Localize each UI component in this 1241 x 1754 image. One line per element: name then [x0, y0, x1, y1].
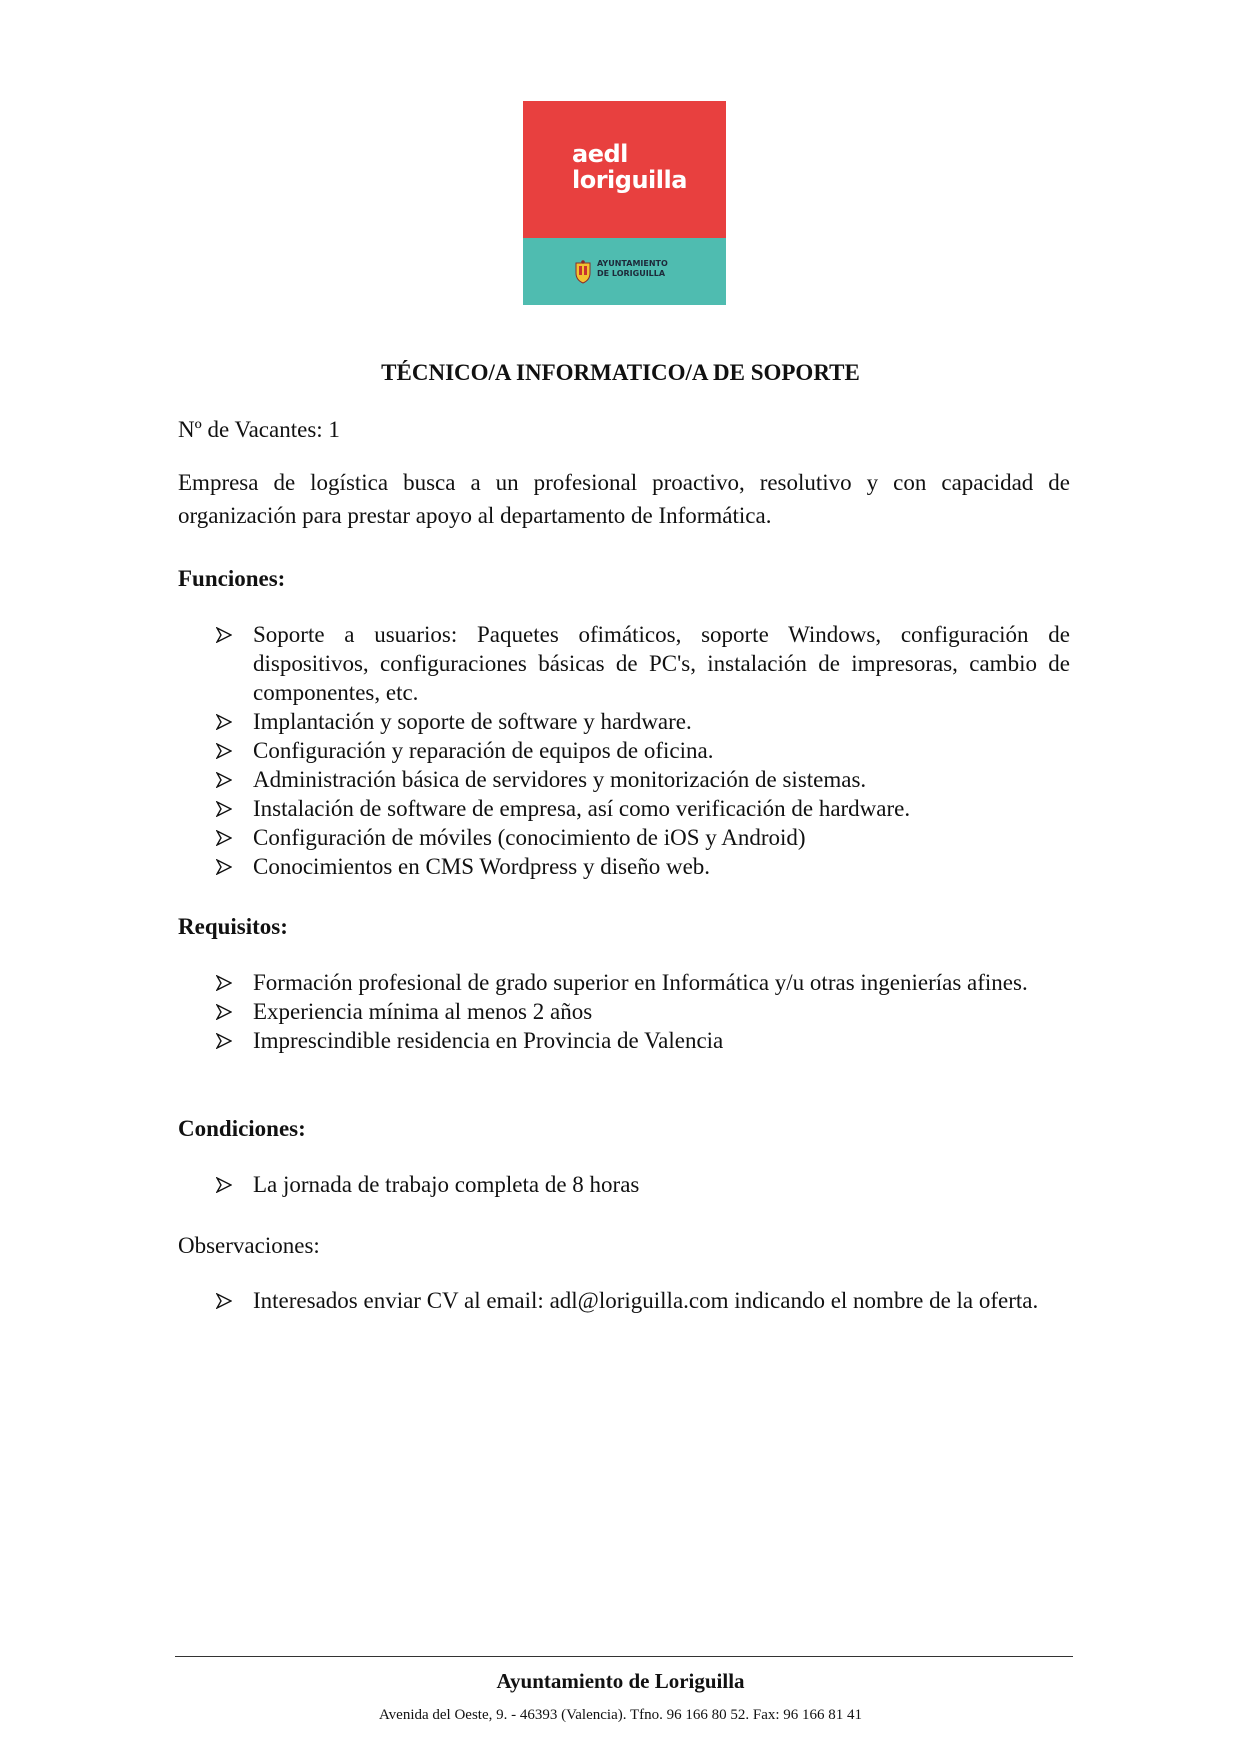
list-item-text: Implantación y soporte de software y hardware. — [253, 709, 692, 734]
footer-divider — [175, 1656, 1073, 1657]
arrow-bullet-icon — [216, 714, 232, 730]
arrow-bullet-icon — [216, 772, 232, 788]
list-item-text: Interesados enviar CV al email: adl@loriguilla.com indicando el nombre de la oferta. — [253, 1288, 1039, 1313]
observaciones-heading: Observaciones: — [178, 1233, 320, 1258]
arrow-bullet-icon — [216, 1293, 232, 1309]
logo-sub-line-1: AYUNTAMIENTO — [597, 259, 668, 268]
condiciones-heading: Condiciones: — [178, 1116, 306, 1141]
list-item — [178, 765, 1070, 794]
list-item — [178, 794, 1070, 823]
footer-title: Ayuntamiento de Loriguilla — [496, 1669, 745, 1693]
job-title: TÉCNICO/A INFORMATICO/A DE SOPORTE — [381, 360, 860, 385]
list-item-text: Formación profesional de grado superior en Informática y/u otras ingenierías afines. — [253, 970, 1028, 995]
vacancies-count: Nº de Vacantes: 1 — [178, 417, 340, 442]
arrow-bullet-icon — [216, 627, 232, 643]
requisitos-heading: Requisitos: — [178, 914, 288, 939]
requisitos-list — [178, 968, 1070, 1055]
arrow-bullet-icon — [216, 1177, 232, 1193]
logo-wordmark — [572, 141, 687, 193]
arrow-bullet-icon — [216, 743, 232, 759]
footer-address: Avenida del Oeste, 9. - 46393 (Valencia). Tfno. 96 166 80 52. Fax: 96 166 81 41 — [378, 1707, 863, 1723]
logo-subtitle — [597, 259, 668, 279]
list-item — [178, 852, 1070, 881]
list-item — [178, 968, 1070, 997]
logo-red-panel — [523, 101, 726, 238]
arrow-bullet-icon — [216, 830, 232, 846]
list-item-text: Configuración de móviles (conocimiento de iOS y Android) — [253, 825, 806, 850]
funciones-heading: Funciones: — [178, 566, 286, 591]
list-item-text: Administración básica de servidores y monitorización de sistemas. — [253, 767, 867, 792]
list-item-text: Conocimientos en CMS Wordpress y diseño web. — [253, 854, 711, 879]
logo-line-1: aedl — [572, 140, 628, 168]
list-item-text: La jornada de trabajo completa de 8 horas — [253, 1172, 640, 1197]
arrow-bullet-icon — [216, 1004, 232, 1020]
logo-sub-line-2: DE LORIGUILLA — [597, 269, 666, 278]
intro-paragraph: Empresa de logística busca a un profesional proactivo, resolutivo y con capacidad de organización para prestar apoyo al departamento de Informática. — [178, 470, 1070, 528]
list-item — [178, 997, 1070, 1026]
condiciones-list — [178, 1170, 1070, 1199]
arrow-bullet-icon — [216, 975, 232, 991]
list-item — [178, 707, 1070, 736]
list-item-text: Configuración y reparación de equipos de oficina. — [253, 738, 714, 763]
logo-line-2: loriguilla — [572, 166, 687, 194]
list-item — [178, 620, 1070, 707]
logo-teal-panel — [523, 238, 726, 305]
list-item — [178, 1026, 1070, 1055]
arrow-bullet-icon — [216, 859, 232, 875]
list-item-text: Imprescindible residencia en Provincia de Valencia — [253, 1028, 724, 1053]
coat-of-arms-icon — [573, 260, 593, 284]
funciones-list — [178, 620, 1070, 881]
list-item-text: Experiencia mínima al menos 2 años — [253, 999, 593, 1024]
list-item-text: Instalación de software de empresa, así como verificación de hardware. — [253, 796, 911, 821]
list-item — [178, 823, 1070, 852]
list-item — [178, 1284, 1070, 1317]
list-item-text: Soporte a usuarios: Paquetes ofimáticos, soporte Windows, configuración de dispositivos, configuraciones básicas de PC's, instalación de impresoras, cambio de componentes, etc. — [253, 622, 1070, 705]
arrow-bullet-icon — [216, 1033, 232, 1049]
observaciones-list — [178, 1284, 1070, 1317]
list-item — [178, 736, 1070, 765]
aedl-loriguilla-logo — [523, 101, 726, 305]
arrow-bullet-icon — [216, 801, 232, 817]
list-item — [178, 1170, 1070, 1199]
